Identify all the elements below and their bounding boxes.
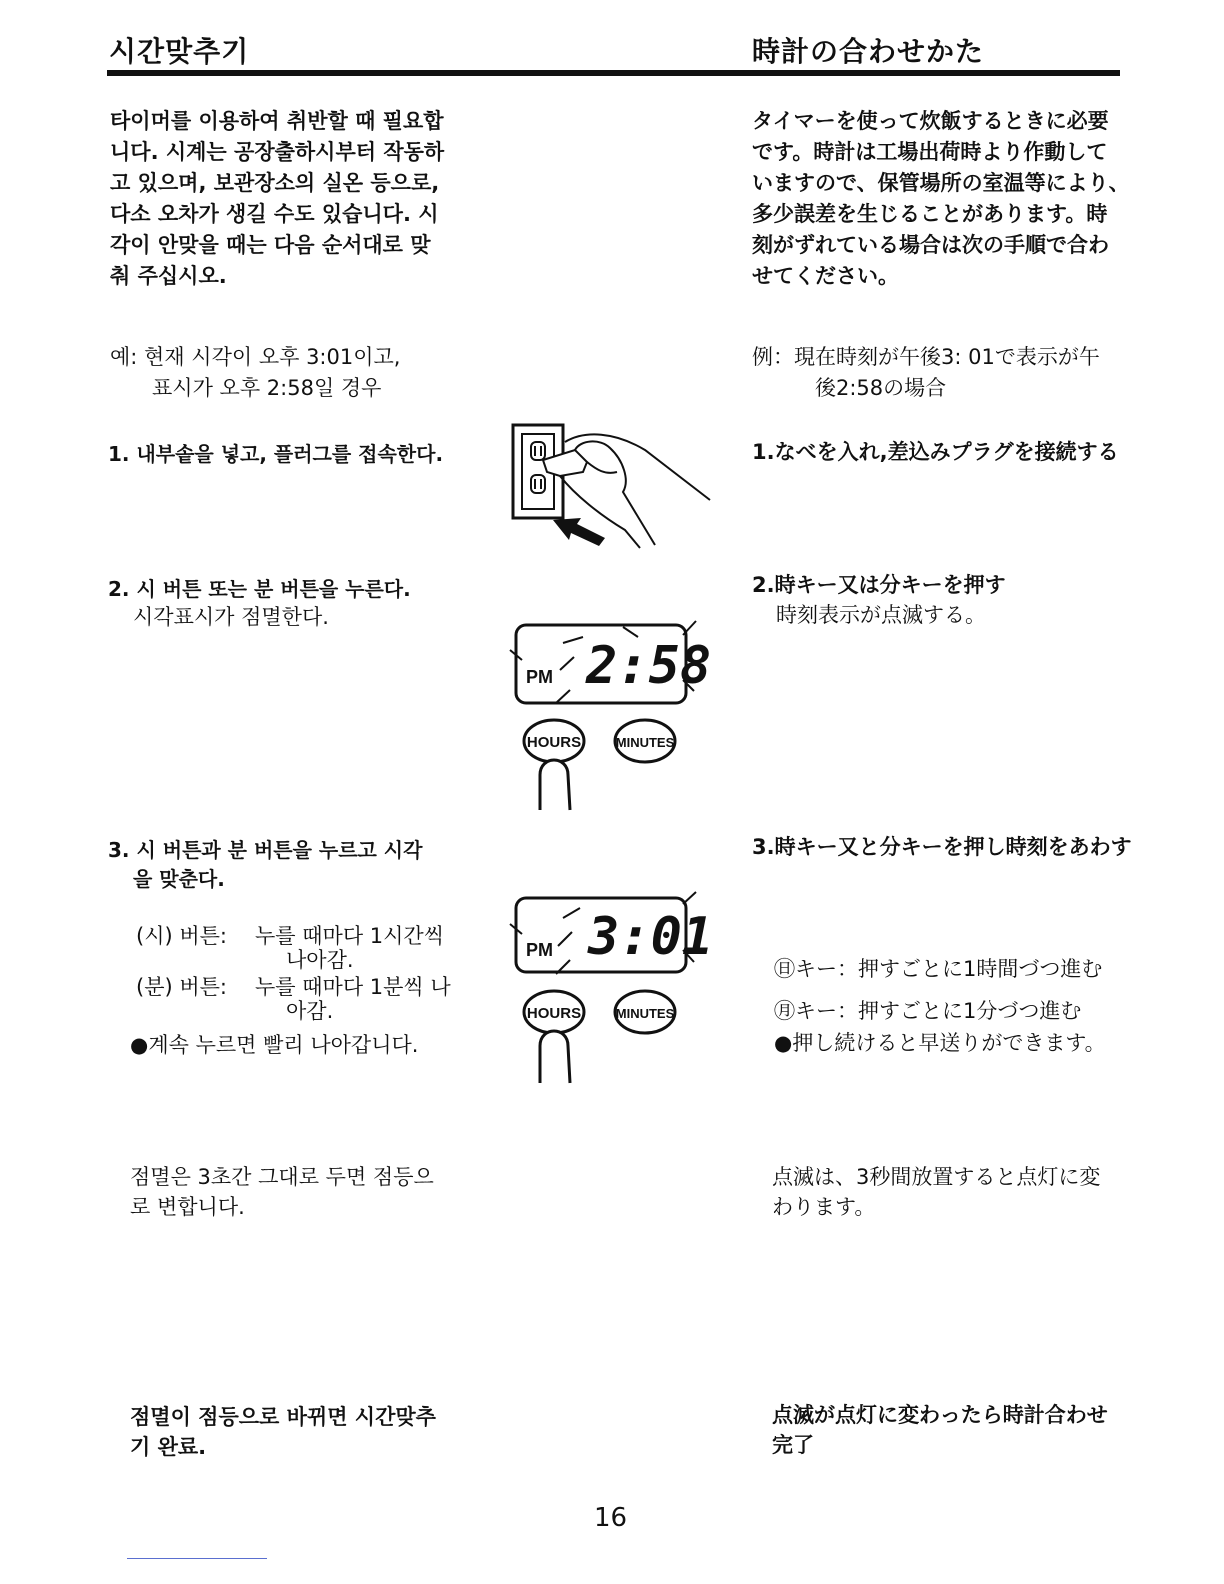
title-korean: 시간맞추기: [109, 35, 250, 68]
plug-illustration: [505, 420, 720, 555]
intro-ja-line: 刻がずれている場合は次の手順で合わ: [752, 233, 1109, 257]
example-ko-line1: 예: 현재 시각이 오후 3:01이고,: [110, 345, 401, 369]
minutes-button-label: MINUTES: [615, 735, 675, 750]
footer-line: [127, 1558, 267, 1559]
time-readout: 2:58: [586, 636, 712, 696]
intro-ja-line: タイマーを使って炊飯するときに必要: [752, 109, 1109, 133]
intro-ko-line: 다소 오차가 생길 수도 있습니다. 시: [110, 202, 439, 226]
step2-korean-sub: 시각표시가 점멸한다.: [133, 605, 329, 629]
step3-ko-min-text2: 아감.: [286, 999, 334, 1023]
step3-display-illustration: [508, 888, 714, 1088]
header-rule: [107, 70, 1120, 76]
complete-ko-line2: 기 완료.: [130, 1435, 207, 1459]
complete-ja-line2: 完了: [772, 1433, 814, 1457]
finger-icon: [540, 760, 570, 810]
minutes-button-label: MINUTES: [615, 1006, 675, 1021]
intro-ja-line: いますので、保管場所の室温等により、: [752, 171, 1130, 195]
intro-ja-line: です。時計は工場出荷時より作動して: [752, 140, 1108, 164]
step2-display-illustration: [508, 615, 712, 815]
intro-ko-line: 춰 주십시오.: [110, 264, 227, 288]
intro-ko-line: 니다. 시계는 공장출하시부터 작동하: [110, 140, 445, 164]
title-japanese: 時計の合わせかた: [752, 35, 985, 68]
finger-icon: [540, 1031, 570, 1083]
intro-ja-line: せてください。: [752, 264, 899, 288]
step1-korean: 1. 내부솥을 넣고, 플러그를 접속한다.: [108, 442, 444, 466]
example-ja-line2: 後2:58の場合: [815, 376, 947, 400]
step3-ja-note: ●押し続けると早送りができます。: [774, 1031, 1106, 1055]
blink-ja-line1: 点滅は、3秒間放置すると点灯に変: [772, 1165, 1101, 1189]
step3-ko-hour-label: (시) 버튼:: [136, 924, 227, 948]
step2-japanese-title: 2.時キー又は分キーを押す: [752, 573, 1006, 597]
step2-korean-title: 2. 시 버튼 또는 분 버튼을 누른다.: [108, 577, 411, 601]
intro-japanese: [752, 106, 1132, 292]
blink-ja-line2: わります。: [772, 1195, 876, 1219]
blink-ko-line1: 점멸은 3초간 그대로 두면 점등으: [130, 1165, 434, 1189]
step3-ko-note: ●계속 누르면 빨리 나아갑니다.: [130, 1033, 419, 1057]
pm-indicator: PM: [526, 940, 553, 960]
step3-ko-min-label: (분) 버튼:: [136, 975, 227, 999]
step3-ko-min-text1: 누를 때마다 1분씩 나: [255, 975, 451, 999]
intro-ko-line: 각이 안맞을 때는 다음 순서대로 맞: [110, 233, 431, 257]
time-readout: 3:01: [588, 907, 714, 967]
example-ja-line1: 例：現在時刻が午後3: 01で表示が午: [752, 345, 1100, 369]
step3-japanese-title: 3.時キー又と分キーを押し時刻をあわす: [752, 835, 1132, 859]
hand-icon: [565, 434, 710, 500]
step3-ko-hour-text2: 나아감.: [286, 948, 354, 972]
intro-ko-line: 고 있으며, 보관장소의 실온 등으로,: [110, 171, 440, 195]
intro-ko-line: 타이머를 이용하여 취반할 때 필요합: [110, 109, 444, 133]
hours-button-label: HOURS: [526, 1005, 582, 1022]
pm-indicator: PM: [526, 667, 553, 687]
step3-ja-hour: ㊐キー：押すごとに1時間づつ進む: [774, 957, 1103, 981]
page-number: 16: [594, 1503, 628, 1533]
step3-korean-title2: 을 맞춘다.: [133, 867, 225, 891]
complete-ja-line1: 点滅が点灯に変わったら時計合わせ: [772, 1403, 1108, 1427]
step3-ko-hour-text1: 누를 때마다 1시간씩: [255, 924, 444, 948]
hours-button-label: HOURS: [526, 734, 582, 751]
example-ko-line2: 표시가 오후 2:58일 경우: [152, 376, 382, 400]
step1-japanese: 1.なべを入れ,差込みプラグを接続する: [752, 440, 1119, 464]
intro-ja-line: 多少誤差を生じることがあります。時: [752, 202, 1108, 226]
step3-korean-title1: 3. 시 버튼과 분 버튼을 누르고 시각: [108, 838, 423, 862]
arrow-icon: [553, 518, 605, 546]
complete-ko-line1: 점멸이 점등으로 바뀌면 시간맞추: [130, 1405, 436, 1429]
intro-korean: [110, 106, 490, 292]
step2-japanese-sub: 時刻表示が点滅する。: [776, 603, 986, 627]
step3-ja-min: ㊊キー：押すごとに1分づつ進む: [774, 999, 1082, 1023]
blink-ko-line2: 로 변합니다.: [130, 1195, 245, 1219]
